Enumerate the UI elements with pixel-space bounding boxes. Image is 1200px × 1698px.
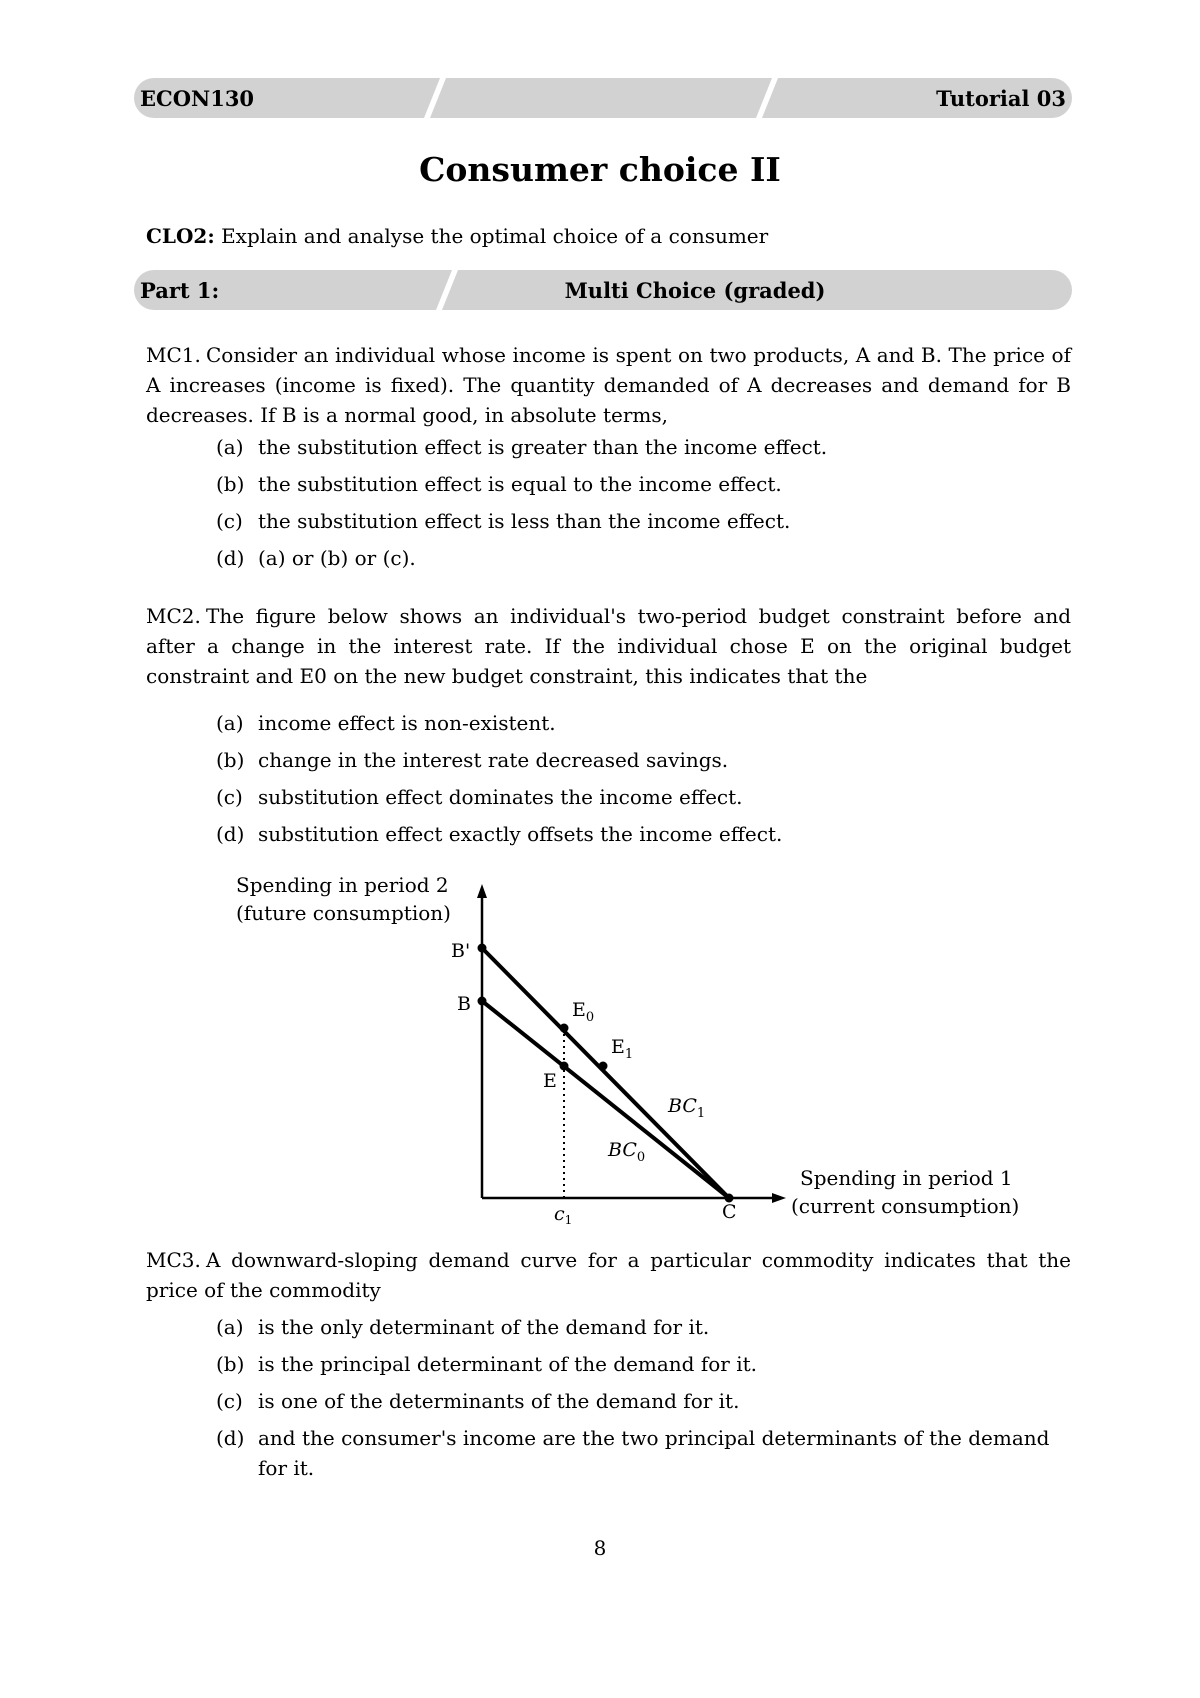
clo-label: CLO2: [146,224,215,248]
option-text: change in the interest rate decreased savings. [258,748,729,772]
header-bar [134,78,1072,118]
label-e: E [543,1070,557,1092]
option-mc2-b [216,745,1071,775]
option-label: (d) [216,822,245,846]
y-axis-label-line1: Spending in period 2 [236,873,449,897]
tutorial-number: Tutorial 03 [936,86,1066,111]
option-text: substitution effect dominates the income effect. [258,785,743,809]
point-e0 [560,1024,569,1033]
point-b [478,997,487,1006]
option-text: is the principal determinant of the demand for it. [258,1352,757,1376]
option-label: (a) [216,435,244,459]
y-axis-arrow-icon [477,884,487,898]
option-mc1-b [216,469,1071,499]
tick-c1: $c_1$ [554,1203,573,1227]
budget-constraint-figure [0,860,1200,1230]
option-mc3-d [216,1423,1071,1483]
option-text: the substitution effect is equal to the income effect. [258,472,782,496]
option-mc2-d [216,819,1071,849]
part-title: Multi Choice (graded) [564,278,826,303]
part-label: Part 1: [140,278,220,303]
page-number: 8 [593,1536,607,1560]
x-axis-label-line1: Spending in period 1 [800,1166,1013,1190]
option-label: (d) [216,1426,245,1450]
clo-text: Explain and analyse the optimal choice of a consumer [221,224,769,248]
option-text: the substitution effect is greater than the income effect. [258,435,828,459]
learning-outcome [146,224,768,248]
option-label: (c) [216,509,243,533]
point-e1 [599,1062,608,1071]
label-e0: $E_0$ [572,999,595,1025]
course-code: ECON130 [140,86,255,111]
option-text: is one of the determinants of the demand for it. [258,1389,740,1413]
point-b-prime [478,944,487,953]
x-axis-label-line2: (current consumption) [791,1194,1020,1218]
page-title: Consumer choice II [419,150,781,189]
label-c: C [722,1201,737,1223]
question-stem: Consider an individual whose income is spent on two products, A and B. The price of A increases (income is fixed). The quantity demanded of A decreases and demand for B decreases. If B is a normal good, in absolute terms, [146,343,1071,427]
option-label: (b) [216,472,245,496]
option-label: (a) [216,711,244,735]
label-bc0: $BC_0$ [608,1139,646,1165]
label-b-prime: B' [451,940,471,962]
option-text: (a) or (b) or (c). [258,546,416,570]
y-axis-label-line2: (future consumption) [236,901,451,925]
option-label: (c) [216,785,243,809]
option-mc3-b [216,1349,1071,1379]
option-label: (c) [216,1389,243,1413]
option-label: (b) [216,1352,245,1376]
question-mc3 [146,1245,1071,1305]
option-mc3-c [216,1386,1071,1416]
point-e [560,1062,569,1071]
label-bc1: $BC_1$ [668,1095,706,1121]
question-label: MC2. [146,604,201,628]
option-text: is the only determinant of the demand for it. [258,1315,710,1339]
option-label: (d) [216,546,245,570]
option-mc3-a [216,1312,1071,1342]
label-e1: $E_1$ [611,1036,634,1062]
option-text: substitution effect exactly offsets the income effect. [258,822,783,846]
question-mc2 [146,601,1071,691]
option-mc1-a [216,432,1071,462]
option-mc2-a [216,708,1071,738]
option-mc1-c [216,506,1071,536]
option-text: and the consumer's income are the two principal determinants of the demand for it. [258,1426,1050,1480]
label-b: B [457,993,471,1015]
option-mc2-c [216,782,1071,812]
question-stem: The figure below shows an individual's two-period budget constraint before and after a change in the interest rate. If the individual chose E on the original budget constraint and E0 on the new budget constraint, this indicates that the [146,604,1071,688]
option-label: (b) [216,748,245,772]
option-text: income effect is non-existent. [258,711,556,735]
question-label: MC3. [146,1248,201,1272]
bc1-line [482,948,729,1198]
option-text: the substitution effect is less than the income effect. [258,509,791,533]
option-label: (a) [216,1315,244,1339]
question-mc1 [146,340,1071,430]
x-axis-arrow-icon [772,1193,786,1203]
question-stem: A downward-sloping demand curve for a particular commodity indicates that the price of the commodity [146,1248,1071,1302]
question-label: MC1. [146,343,201,367]
option-mc1-d [216,543,1071,573]
